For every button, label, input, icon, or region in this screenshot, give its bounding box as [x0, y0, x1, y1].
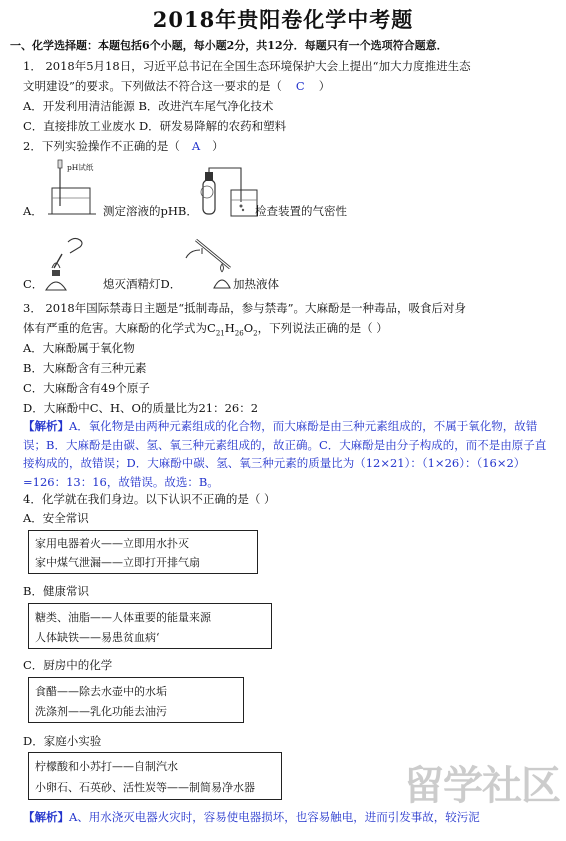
q2-option-a-text: 测定溶液的pHB．	[103, 204, 198, 218]
q4-group-c-box	[28, 677, 244, 723]
q4-group-b-label: B．健康常识	[23, 584, 89, 598]
q3-sub-o: 2	[253, 329, 258, 338]
q2-stem-text: 2．下列实验操作不正确的是（	[23, 139, 180, 153]
q4-group-c-label: C．厨房中的化学	[23, 658, 113, 672]
q1-answer: C	[295, 79, 305, 93]
q4-group-a-line1: 家用电器着火——立即用水扑灭	[35, 537, 189, 550]
q3-formula-o: O	[243, 321, 254, 335]
watermark-logo: 留学社区	[404, 763, 560, 809]
q3-sub-c: 21	[215, 329, 225, 338]
q4-group-c-line1: 食醋——除去水壶中的水垢	[35, 685, 167, 698]
q3-option-b: B．大麻酚含有三种元素	[23, 361, 147, 375]
q4-group-d-line1: 柠檬酸和小苏打——自制汽水	[35, 760, 178, 773]
q4-group-b-line2: 人体缺铁——易患贫血病‘	[35, 631, 160, 644]
q3-analysis-text: A．氧化物是由两种元素组成的化合物，而大麻酚是由三种元素组成的，不属于氧化物，故错误；B．大麻酚是由碳、氢、氧三种元素组成的，故正确。C．大麻酚是由分子构成的，而不是由原子直接构成的，故错误；D．大麻酚中碳、氢、氧三种元素的质量比为（12×21）：（1×26）：（16×2）=126：13：16，故错误。故选：B。	[23, 419, 547, 489]
q2-option-c-label: C．	[23, 277, 44, 291]
q4-group-a-label: A．安全常识	[23, 511, 89, 525]
q4-group-b-box	[28, 603, 272, 649]
q2-option-b-text: 检查装置的气密性	[255, 204, 347, 218]
q4-group-d-line2: 小卵石、石英砂、活性炭等——制简易净水器	[35, 781, 255, 794]
q2-option-c-text: 熄灭酒精灯D．	[103, 277, 182, 291]
q1-options-cd: C．直接排放工业废水 D．研发易降解的农药和塑料	[23, 119, 287, 133]
q4-stem: 4．化学就在我们身边。以下认识不正确的是（ ）	[23, 492, 276, 506]
ph-paper-label: pH试纸	[67, 163, 94, 172]
q1-options-ab: A．开发利用清洁能源 B．改进汽车尾气净化技术	[23, 99, 274, 113]
q3-analysis	[23, 417, 548, 491]
q3-option-c: C．大麻酚含有49个原子	[23, 381, 150, 395]
q3-stem-end: ，下列说法正确的是（ ）	[257, 321, 388, 335]
q2-option-d-text: 加热液体	[233, 277, 279, 291]
q1-stem-end: ）	[318, 79, 331, 93]
q3-stem: 体有严重的危害。大麻酚的化学式为C	[23, 321, 216, 335]
q1-stem: 文明建设”的要求。下列做法不符合这一要求的是（	[23, 79, 282, 93]
q4-group-a-box	[28, 530, 258, 574]
q3-line1: 3． 2018年国际禁毒日主题是“抵制毒品，参与禁毒”。大麻酚是一种毒品，吸食后对身	[23, 301, 466, 315]
q3-line2	[23, 320, 388, 341]
section-heading: 一、化学选择题：本题包括6个小题，每小题2分，共12分．每题只有一个选项符合题意．	[10, 39, 448, 52]
q2-stem-end: ）	[212, 139, 224, 153]
q2-option-a-label: A．	[23, 204, 43, 218]
q2-stem	[23, 138, 224, 154]
q3-sub-h: 26	[234, 329, 244, 338]
q1-line2	[23, 78, 330, 94]
q4-group-a-line2: 家中煤气泄漏——立即打开排气扇	[35, 556, 200, 569]
q4-analysis-label: 【解析】	[23, 810, 69, 824]
q3-option-d: D．大麻酚中C、H、O的质量比为21：26：2	[23, 401, 259, 415]
q3-analysis-label: 【解析】	[23, 419, 69, 433]
page-title: 2018年贵阳卷化学中考题	[152, 7, 414, 32]
q4-group-c-line2: 洗涤剂——乳化功能去油污	[35, 705, 167, 718]
q4-group-d-label: D．家庭小实验	[23, 734, 102, 748]
alcohol-lamp-figure	[40, 232, 98, 292]
q2-answer: A	[191, 139, 201, 153]
q3-option-a: A．大麻酚属于氧化物	[23, 341, 135, 355]
q3-formula-h: H	[224, 321, 235, 335]
q4-group-d-box	[28, 752, 282, 800]
q1-line1: 1． 2018年5月18日，习近平总书记在全国生态环境保护大会上提出“加大力度推进生态	[23, 59, 471, 73]
q4-group-b-line1: 糖类、油脂——人体重要的能量来源	[35, 611, 211, 624]
q4-analysis-text: A、用水浇灭电器火灾时，容易使电器损坏，也容易触电，进而引发事故，较污泥	[69, 810, 480, 824]
